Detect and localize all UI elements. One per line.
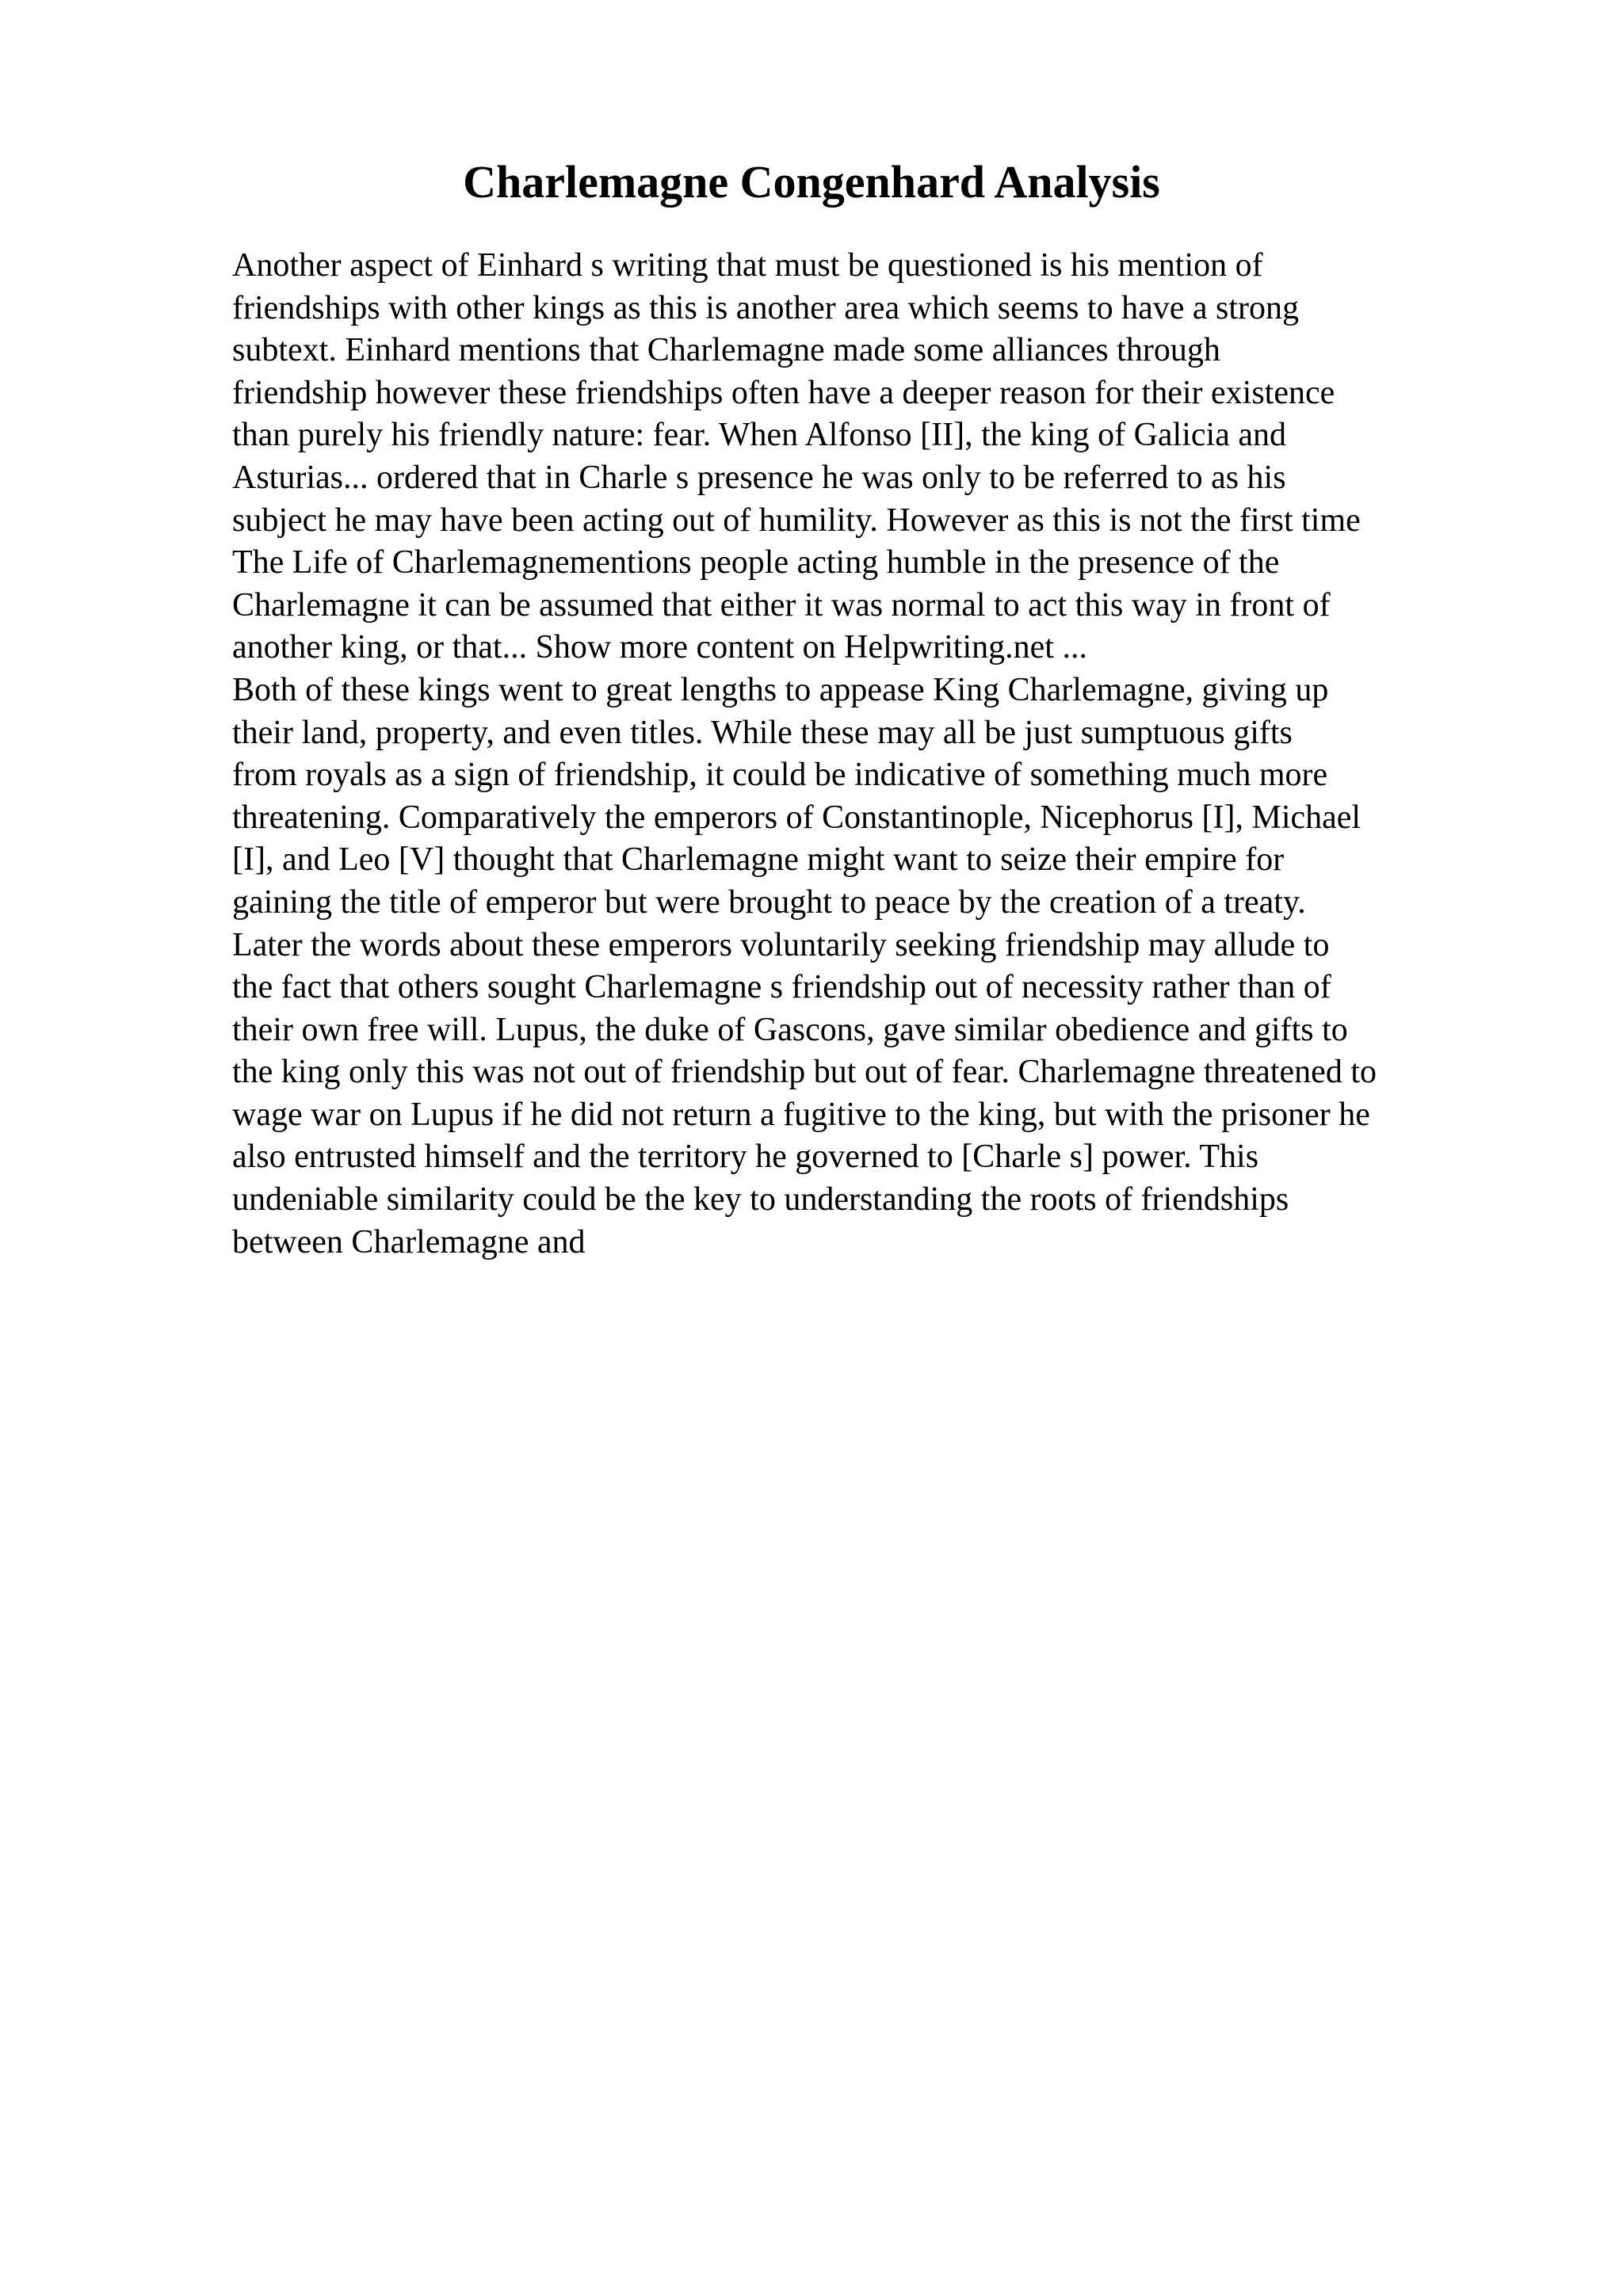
- body-line: The Life of Charlemagnementions people acting humble in the presence of the: [232, 544, 1280, 582]
- body-line: from royals as a sign of friendship, it could be indicative of something much more: [232, 757, 1328, 794]
- body-line: their own free will. Lupus, the duke of Gascons, gave similar obedience and gifts to: [232, 1011, 1348, 1048]
- body-line: Later the words about these emperors voluntarily seeking friendship may allude to: [232, 926, 1330, 963]
- body-line: [I], and Leo [V] thought that Charlemagne might want to seize their empire for: [232, 841, 1285, 879]
- body-line: gaining the title of emperor but were brought to peace by the creation of a treaty.: [232, 883, 1306, 921]
- body-line: between Charlemagne and: [232, 1223, 586, 1261]
- body-line: undeniable similarity could be the key to understanding the roots of friendships: [232, 1181, 1289, 1219]
- body-line: also entrusted himself and the territory he governed to [Charle s] power. This: [232, 1138, 1259, 1176]
- document-body: [232, 245, 1548, 1264]
- body-line: the king only this was not out of friendship but out of fear. Charlemagne threatened to: [232, 1054, 1377, 1091]
- body-line: subtext. Einhard mentions that Charlemagne made some alliances through: [232, 332, 1220, 369]
- body-line: Both of these kings went to great lengths to appease King Charlemagne, giving up: [232, 671, 1329, 708]
- body-line: Another aspect of Einhard s writing that must be questioned is his mention of: [232, 247, 1263, 284]
- body-line: Asturias... ordered that in Charle s presence he was only to be referred to as his: [232, 459, 1286, 496]
- body-line: Charlemagne it can be assumed that either it was normal to act this way in front of: [232, 586, 1331, 624]
- body-line: friendship however these friendships often have a deeper reason for their existence: [232, 374, 1335, 411]
- body-line: wage war on Lupus if he did not return a fugitive to the king, but with the prisoner he: [232, 1096, 1370, 1133]
- document-title: Charlemagne Congenhard Analysis: [463, 156, 1160, 208]
- body-line: another king, or that... Show more content on Helpwriting.net ...: [232, 629, 1087, 666]
- body-line: threatening. Comparatively the emperors of Constantinople, Nicephorus [I], Michael: [232, 799, 1361, 836]
- body-line: subject he may have been acting out of humility. However as this is not the first time: [232, 502, 1361, 539]
- body-line: than purely his friendly nature: fear. When Alfonso [II], the king of Galicia and: [232, 417, 1286, 454]
- body-line: their land, property, and even titles. While these may all be just sumptuous gifts: [232, 714, 1293, 751]
- body-line: the fact that others sought Charlemagne s friendship out of necessity rather than of: [232, 969, 1331, 1006]
- body-line: friendships with other kings as this is another area which seems to have a strong: [232, 289, 1300, 326]
